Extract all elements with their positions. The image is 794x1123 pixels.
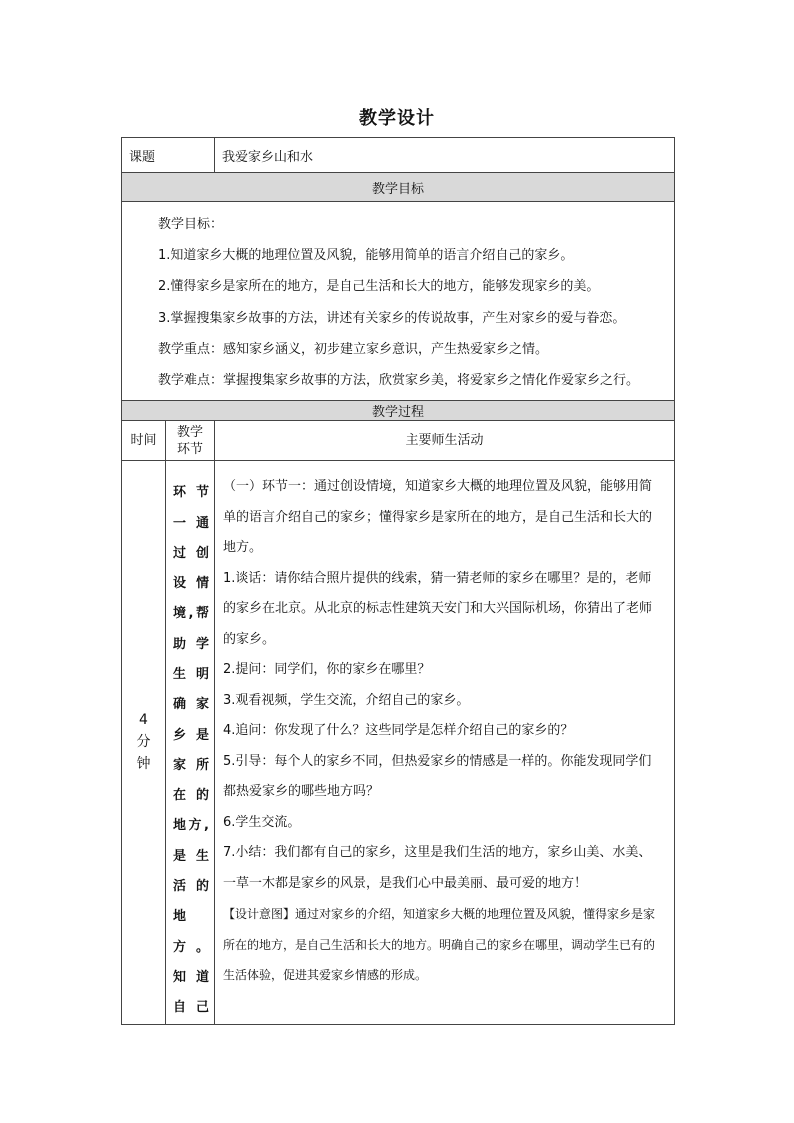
activity-paragraph: 4.追问：你发现了什么？这些同学是怎样介绍自己的家乡的？	[223, 723, 574, 739]
difficult-points: 教学难点：掌握搜集家乡故事的方法，欣赏家乡美，将爱家乡之情化作爱家乡之行。	[158, 373, 640, 389]
activity-paragraph: 1.谈话：请你结合照片提供的线索，猜一猜老师的家乡在哪里？是的，老师的家乡在北京。从北京的标志性建筑天安门和大兴国际机场，你猜出了老师的家乡。	[223, 570, 653, 647]
process-header: 教学过程	[122, 401, 675, 421]
objectives-header: 教学目标	[122, 173, 675, 202]
column-header-stage	[166, 421, 215, 461]
design-intent: 【设计意图】通过对家乡的介绍，知道家乡大概的地理位置及风貌，懂得家乡是家所在的地方，是自己生活和长大的地方。明确自己的家乡在哪里，调动学生已有的生活体验，促进其爱家乡情感的形成。	[223, 907, 656, 983]
column-header-time: 时间	[122, 421, 166, 461]
activity-cell	[215, 461, 675, 1024]
document-title: 教学设计	[359, 108, 435, 129]
column-header-activity: 主要师生活动	[215, 421, 675, 461]
activity-paragraph: （一）环节一：通过创设情境，知道家乡大概的地理位置及风貌，能够用简单的语言介绍自己的家乡；懂得家乡是家所在的地方，是自己生活和长大的地方。	[223, 479, 653, 556]
key-points: 教学重点：感知家乡涵义，初步建立家乡意识，产生热爱家乡之情。	[158, 341, 549, 357]
objective-item: 1.知道家乡大概的地理位置及风貌，能够用简单的语言介绍自己的家乡。	[158, 248, 574, 264]
activity-paragraph: 5.引导：每个人的家乡不同，但热爱家乡的情感是一样的。你能发现同学们都热爱家乡的哪些地方吗？	[223, 753, 652, 800]
column-header-stage-label: 教学环节	[176, 424, 203, 457]
objectives-section	[122, 202, 675, 401]
objective-item: 3.掌握搜集家乡故事的方法，讲述有关家乡的传说故事，产生对家乡的爱与眷恋。	[158, 310, 626, 326]
objectives-heading: 教学目标：	[158, 217, 224, 232]
topic-value: 我爱家乡山和水	[215, 138, 675, 173]
objective-item: 2.懂得家乡是家所在的地方，是自己生活和长大的地方，能够发现家乡的美。	[158, 279, 600, 295]
stage-cell	[166, 461, 215, 1024]
time-cell	[122, 461, 166, 1024]
stage-text: 环节一通过创设情境,帮助学生明确家乡是家所在的地方,是生活的地方。知道自己	[173, 485, 209, 1016]
activity-paragraph: 7.小结：我们都有自己的家乡，这里是我们生活的地方，家乡山美、水美、一草一木都是家乡的风景，是我们心中最美丽、最可爱的地方！	[223, 845, 652, 891]
time-value: 4分钟	[136, 712, 151, 773]
activity-paragraph: 2.提问：同学们，你的家乡在哪里？	[223, 662, 431, 678]
lesson-plan-table	[121, 137, 675, 1025]
topic-label: 课题	[122, 138, 215, 173]
activity-paragraph: 6.学生交流。	[223, 814, 301, 830]
activity-paragraph: 3.观看视频，学生交流，介绍自己的家乡。	[223, 692, 470, 708]
